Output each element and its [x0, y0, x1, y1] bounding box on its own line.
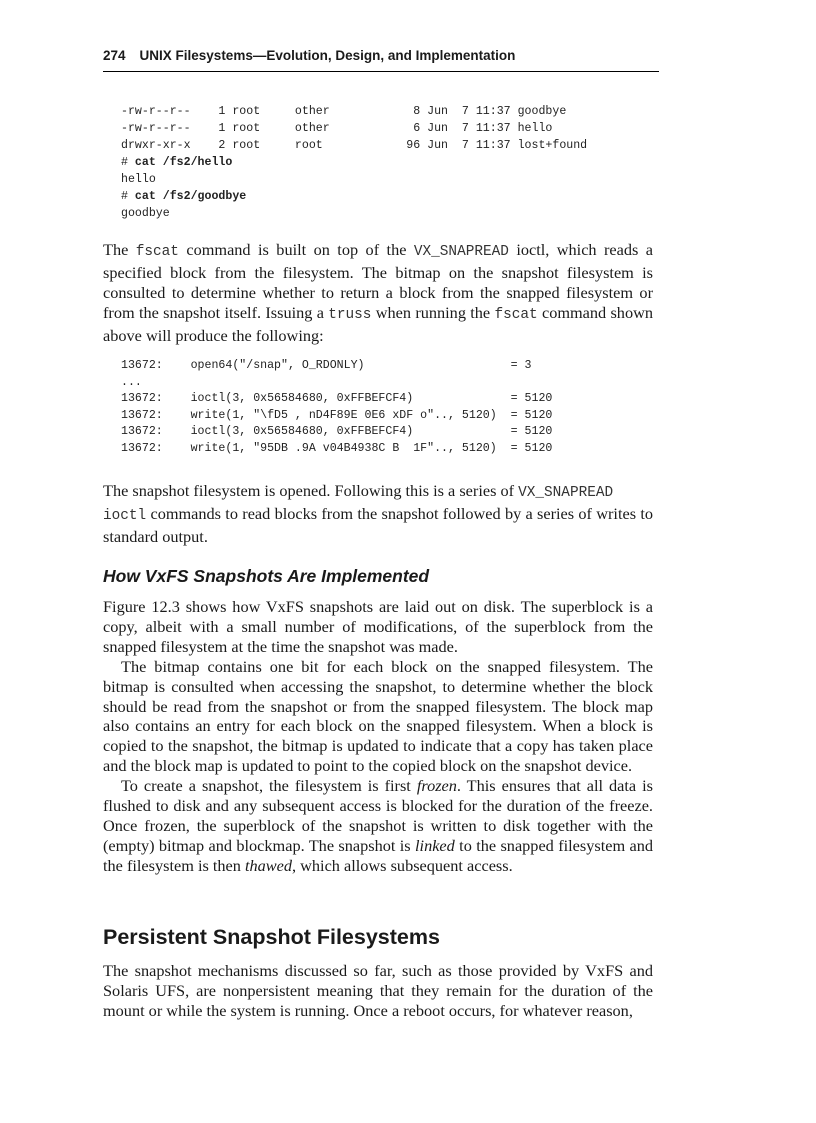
code-line: 13672: write(1, "\fD5 , nD4F89E 0E6 xDF o".., 5120) = 5120	[121, 408, 553, 422]
code-line: drwxr-xr-x 2 root root 96 Jun 7 11:37 lost+found	[121, 139, 588, 152]
code-line: 13672: write(1, "95DB .9A v04B4938C B 1F".., 5120) = 5120	[121, 441, 553, 455]
paragraph-snapread: The snapshot filesystem is opened. Following this is a series of VX_SNAPREAD ioctl commands to read blocks from the snapshot followed by a series of writes to standard output.	[103, 481, 653, 546]
running-header	[103, 47, 659, 65]
emphasis: linked	[415, 835, 455, 855]
inline-code: ioctl	[103, 507, 147, 524]
inline-code: VX_SNAPREAD	[413, 244, 509, 260]
paragraph-fscat: The fscat command is built on top of the VX_SNAPREAD ioctl, which reads a specified block from the filesystem. The bitmap on the snapshot filesystem is consulted to determine whether to return a block from the snapped filesystem or from the snapshot itself. Issuing a truss when running the fscat command shown above will produce the following:	[103, 240, 654, 345]
code-line: goodbye	[121, 207, 170, 220]
paragraph: To create a snapshot, the filesystem is first frozen. This ensures that all data is flushed to disk and any subsequent access is blocked for the duration of the freeze. Once frozen, the superblock of the snapshot is written to disk together with the (empty) bitmap and blockmap. The snapshot is linked to the snapped filesystem and the filesystem is then thawed, which allows subsequent access.	[103, 776, 654, 875]
code-listing-truss	[121, 358, 681, 457]
inline-code: VX_SNAPREAD	[518, 485, 614, 501]
paragraph: Figure 12.3 shows how VxFS snapshots are laid out on disk. The superblock is a copy, albeit with a small number of modifications, of the superblock from the snapped filesystem at the time the snapshot was made.	[103, 597, 653, 656]
code-listing-ls	[121, 103, 681, 222]
paragraph-vxfs-snapshots	[103, 597, 653, 876]
paragraph-persistent: The snapshot mechanisms discussed so far, such as those provided by VxFS and Solaris UFS, are nonpersistent meaning that they remain for the duration of the mount or while the system is running. Once a reboot occurs, for whatever reason,	[103, 961, 653, 1020]
code-line: 13672: open64("/snap", O_RDONLY) = 3	[121, 359, 532, 372]
inline-code: fscat	[494, 306, 538, 323]
code-line: -rw-r--r-- 1 root other 8 Jun 7 11:37 goodbye	[121, 105, 567, 118]
paragraph: The bitmap contains one bit for each block on the snapped filesystem. The bitmap is consulted when accessing the snapshot, to determine whether the block should be read from the snapshot or from the snapped filesystem. The block map also contains an entry for each block on the snapped filesystem. When a block is copied to the snapshot, the bitmap is updated to indicate that a copy has taken place and the block map is updated to point to the copied block on the snapshot device.	[103, 656, 653, 776]
emphasis: thawed	[244, 855, 293, 875]
page-number: 274	[103, 48, 126, 63]
code-line: hello	[121, 173, 156, 186]
header-rule	[103, 71, 659, 72]
inline-code: fscat	[135, 244, 179, 260]
section-subheading: How VxFS Snapshots Are Implemented	[103, 566, 430, 586]
inline-code: truss	[328, 306, 372, 323]
code-line: 13672: ioctl(3, 0x56584680, 0xFFBEFCF4) = 5120	[121, 392, 553, 405]
code-line: ...	[121, 375, 142, 389]
code-line: # cat /fs2/hello	[121, 156, 233, 169]
section-heading: Persistent Snapshot Filesystems	[103, 925, 440, 949]
emphasis: frozen	[416, 776, 457, 796]
code-line: 13672: ioctl(3, 0x56584680, 0xFFBEFCF4) = 5120	[121, 425, 553, 438]
code-line: # cat /fs2/goodbye	[121, 190, 247, 203]
book-title: UNIX Filesystems—Evolution, Design, and Implementation	[139, 48, 516, 63]
code-line: -rw-r--r-- 1 root other 6 Jun 7 11:37 hello	[121, 122, 553, 135]
